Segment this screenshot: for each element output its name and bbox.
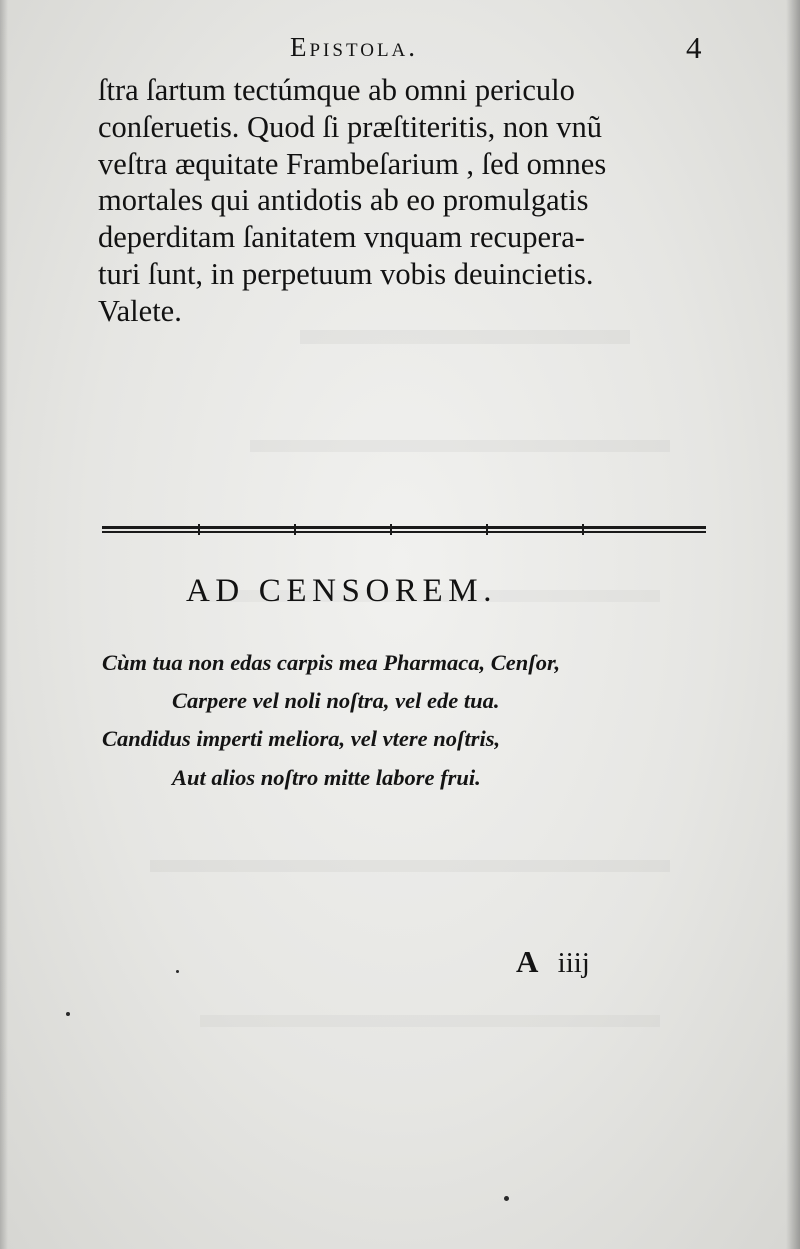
show-through-block xyxy=(300,330,630,344)
poem-line: Aut alios noſtro mitte labore frui. xyxy=(172,765,481,790)
poem-line: Cùm tua non edas carpis mea Pharmaca, Cenſor, xyxy=(102,650,561,675)
rule-tick xyxy=(486,524,488,535)
body-line: veſtra æquitate Frambeſarium , ſed omnes xyxy=(98,146,607,181)
ink-speck xyxy=(66,1012,70,1016)
rule-line-top xyxy=(102,526,706,529)
show-through-block xyxy=(150,860,670,872)
body-line: Valete. xyxy=(98,293,182,328)
show-through-block xyxy=(250,440,670,452)
ornamental-rule xyxy=(102,523,706,537)
rule-tick xyxy=(582,524,584,535)
body-line: turi ſunt, in perpetuum vobis deuincietis. xyxy=(98,256,594,291)
rule-tick xyxy=(294,524,296,535)
rule-line-bottom xyxy=(102,531,706,533)
section-heading: AD CENSOREM. xyxy=(186,573,498,609)
poem-line: Candidus imperti meliora, vel vtere noſtris, xyxy=(102,726,501,751)
signature-mark xyxy=(516,944,590,980)
signature-letter: A xyxy=(516,944,539,979)
rule-tick xyxy=(198,524,200,535)
show-through-block xyxy=(200,1015,660,1027)
body-line: deperditam ſanitatem vnquam recupera- xyxy=(98,220,585,255)
poem-line: Carpere vel noli noſtra, vel ede tua. xyxy=(172,688,500,713)
body-line: conſeruetis. Quod ſi præſtiteritis, non vnũ xyxy=(98,109,603,144)
signature-numeral: iiij xyxy=(557,947,590,979)
running-title: Epistola. xyxy=(290,32,419,62)
body-text xyxy=(98,72,718,330)
edge-shadow xyxy=(786,0,800,1249)
gutter-shadow xyxy=(0,0,8,1249)
ink-speck xyxy=(504,1196,509,1201)
rule-tick xyxy=(390,524,392,535)
body-line: ſtra ſartum tectúmque ab omni periculo xyxy=(98,73,575,107)
body-line: mortales qui antidotis ab eo promulgatis xyxy=(98,183,589,218)
ink-speck xyxy=(176,970,179,973)
page-number: 4 xyxy=(686,30,702,65)
page-header xyxy=(0,30,800,70)
